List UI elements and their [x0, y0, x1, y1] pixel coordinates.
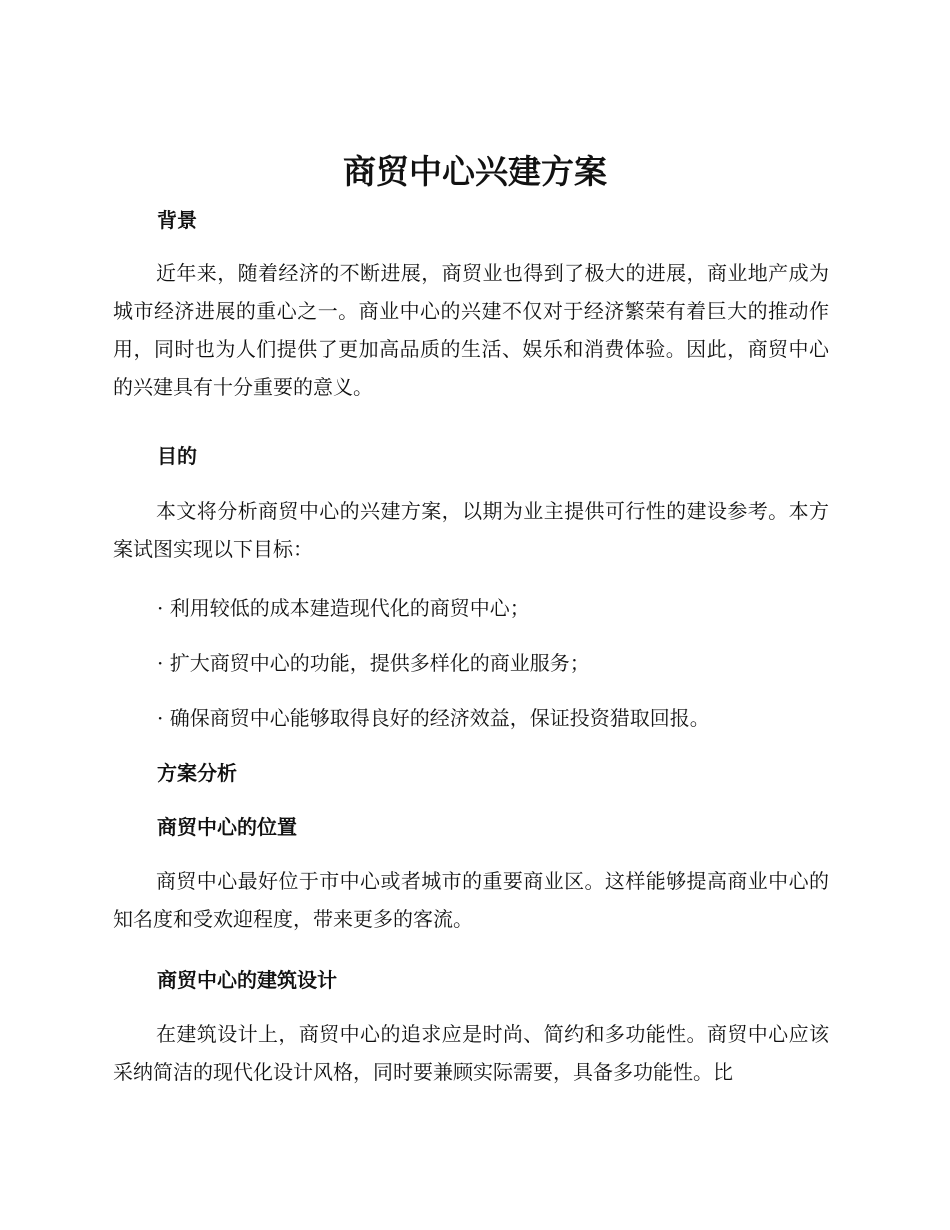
- section-heading-analysis: 方案分析: [157, 761, 237, 785]
- subheading-location: 商贸中心的位置: [157, 815, 297, 839]
- document-title: 商贸中心兴建方案: [343, 152, 607, 191]
- subheading-architecture: 商贸中心的建筑设计: [157, 968, 337, 992]
- background-paragraph: 近年来，随着经济的不断进展，商贸业也得到了极大的进展，商业地产成为城市经济进展的重心之一。商业中心的兴建不仅对于经济繁荣有着巨大的推动作用，同时也为人们提供了更加高品质的生活、娱乐和消费体验。因此，商贸中心的兴建具有十分重要的意义。: [113, 261, 829, 399]
- purpose-bullet-1: · 利用较低的成本建造现代化的商贸中心；: [157, 596, 530, 620]
- purpose-paragraph: 本文将分析商贸中心的兴建方案，以期为业主提供可行性的建设参考。本方案试图实现以下目标：: [113, 499, 829, 561]
- section-heading-background: 背景: [157, 208, 197, 232]
- purpose-bullet-2: · 扩大商贸中心的功能，提供多样化的商业服务；: [157, 651, 590, 675]
- architecture-paragraph: 在建筑设计上，商贸中心的追求应是时尚、简约和多功能性。商贸中心应该采纳简洁的现代化设计风格，同时要兼顾实际需要，具备多功能性。比: [113, 1022, 829, 1084]
- location-paragraph: 商贸中心最好位于市中心或者城市的重要商业区。这样能够提高商业中心的知名度和受欢迎程度，带来更多的客流。: [113, 869, 829, 931]
- section-heading-purpose: 目的: [157, 444, 197, 468]
- purpose-bullet-3: · 确保商贸中心能够取得良好的经济效益，保证投资猎取回报。: [157, 706, 710, 730]
